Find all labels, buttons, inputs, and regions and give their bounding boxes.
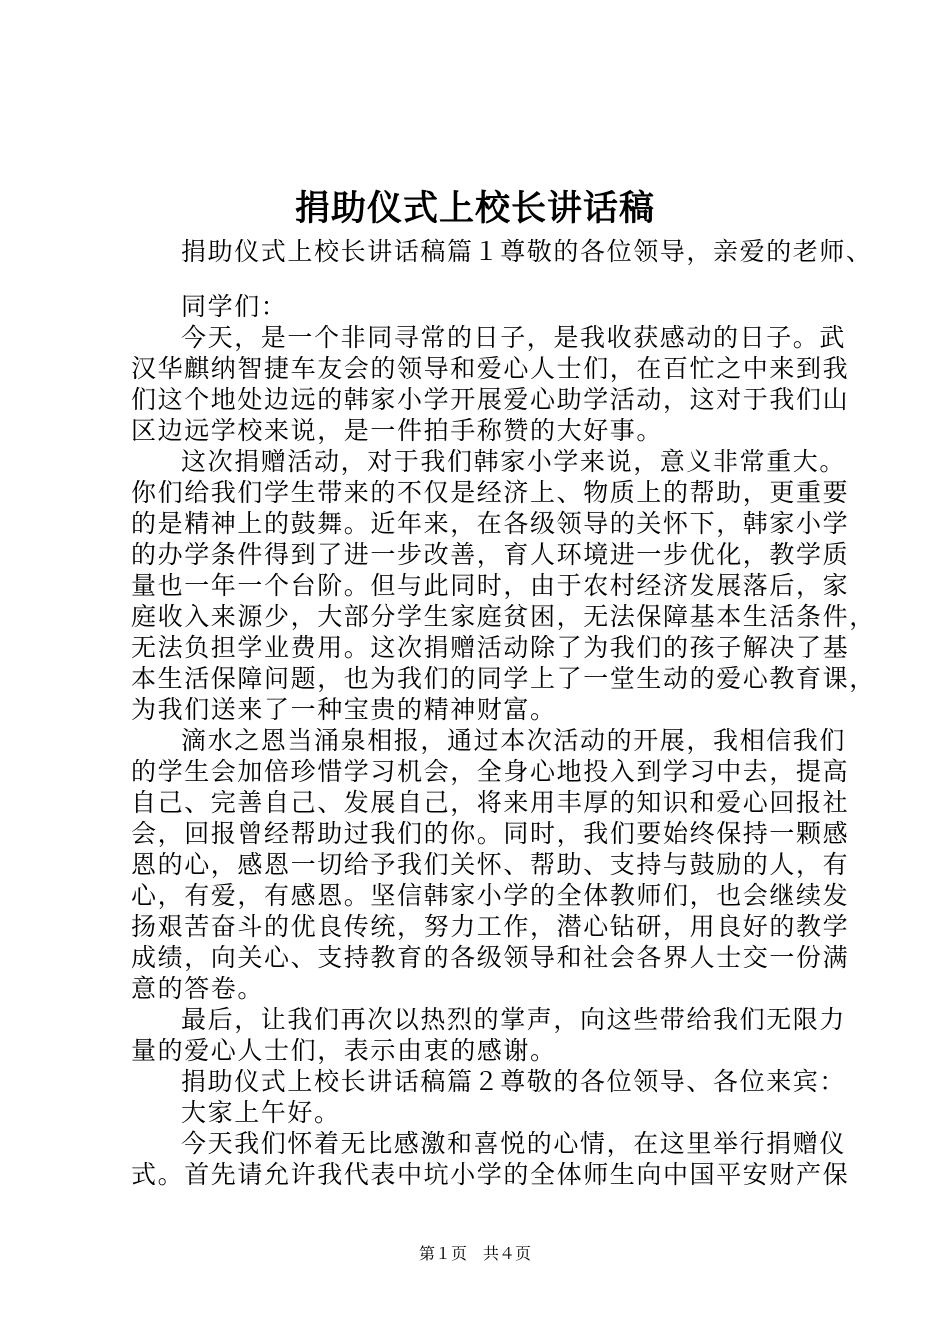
document-body [131,236,876,1190]
text-line: 式。首先请允许我代表中坑小学的全体师生向中国平安财产保 [131,1160,850,1189]
text-line: 今天，是一个非同寻常的日子，是我收获感动的日子。武 [181,323,847,352]
text-line: 扬艰苦奋斗的优良传统，努力工作，潜心钻研，用良好的教学 [131,912,850,941]
text-line: 成绩，向关心、支持教育的各级领导和社会各界人士交一份满 [131,943,850,972]
text-line: 的办学条件得到了进一步改善，育人环境进一步优化，教学质 [131,540,850,569]
text-line: 区边远学校来说，是一件拍手称赞的大好事。 [131,416,664,445]
text-line: 你们给我们学生带来的不仅是经济上、物质上的帮助，更重要 [131,478,850,507]
text-line: 量也一年一个台阶。但与此同时，由于农村经济发展落后，家 [131,571,850,600]
text-line: 自己、完善自己、发展自己，将来用丰厚的知识和爱心回报社 [131,788,850,817]
text-line: 会，回报曾经帮助过我们的你。同时，我们要始终保持一颗感 [131,819,850,848]
document-title: 捐助仪式上校长讲话稿 [294,188,655,229]
text-line: 滴水之恩当涌泉相报，通过本次活动的开展，我相信我们 [181,726,847,755]
text-line: 无法负担学业费用。这次捐赠活动除了为我们的孩子解决了基 [131,633,850,662]
page-footer: 第１页 共４页 [418,1244,531,1263]
text-line: 汉华麒纳智捷车友会的领导和爱心人士们，在百忙之中来到我 [131,354,850,383]
text-line: 最后，让我们再次以热烈的掌声，向这些带给我们无限力 [181,1005,847,1034]
text-line: 同学们： [181,292,288,321]
text-line: 为我们送来了一种宝贵的精神财富。 [131,695,557,724]
text-line: 们这个地处边远的韩家小学开展爱心助学活动，这对于我们山 [131,385,850,414]
text-line: 捐助仪式上校长讲话稿篇１尊敬的各位领导，亲爱的老师、 [181,237,873,266]
text-line: 大家上午好。 [181,1098,341,1127]
text-line: 意的答卷。 [131,974,265,1003]
text-line: 量的爱心人士们，表示由衷的感谢。 [131,1036,557,1065]
text-line: 的是精神上的鼓舞。近年来，在各级领导的关怀下，韩家小学 [131,509,850,538]
text-line: 捐助仪式上校长讲话稿篇２尊敬的各位领导、各位来宾： [181,1067,847,1096]
text-line: 本生活保障问题，也为我们的同学上了一堂生动的爱心教育课， [131,664,876,693]
text-line: 这次捐赠活动，对于我们韩家小学来说，意义非常重大。 [181,447,847,476]
text-line: 的学生会加倍珍惜学习机会，全身心地投入到学习中去，提高 [131,757,850,786]
text-line: 恩的心，感恩一切给予我们关怀、帮助、支持与鼓励的人，有 [131,850,850,879]
text-line: 心，有爱，有感恩。坚信韩家小学的全体教师们，也会继续发 [131,881,850,910]
text-line: 今天我们怀着无比感激和喜悦的心情，在这里举行捐赠仪 [181,1129,847,1158]
text-line: 庭收入来源少，大部分学生家庭贫困，无法保障基本生活条件， [131,602,876,631]
